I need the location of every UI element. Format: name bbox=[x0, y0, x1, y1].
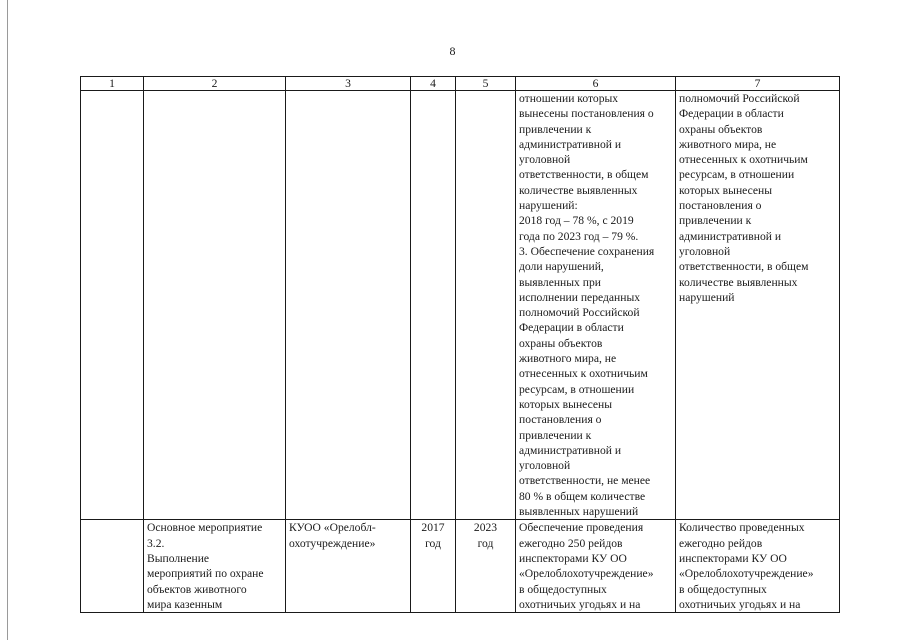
table-cell-expected-result: Обеспечение проведения ежегодно 250 рейдов инспекторами КУ ОО «Орелоблохотучреждение» в общедоступных охотничьих угодьях и на bbox=[516, 520, 676, 613]
table-cell-activity: Основное мероприятие 3.2. Выполнение мероприятий по охране объектов животного мира казенным bbox=[144, 520, 286, 613]
table-cell-activity bbox=[144, 91, 286, 520]
table-cell-start-year: 2017 год bbox=[411, 520, 456, 613]
page-binding-line bbox=[7, 0, 8, 640]
table-header-row bbox=[81, 77, 840, 91]
table-cell-number bbox=[81, 520, 144, 613]
table-cell-indicator: Количество проведенных ежегодно рейдов инспекторами КУ ОО «Орелоблохотучреждение» в общедоступных охотничьих угодьях и на bbox=[676, 520, 840, 613]
table-cell-indicator: полномочий Российской Федерации в области охраны объектов животного мира, не отнесенных к охотничьим ресурсам, в отношении которых вынесены постановления о привлечении к административной и уголовной ответственности, в общем количестве выявленных нарушений bbox=[676, 91, 840, 520]
table-cell-expected-result: отношении которых вынесены постановления о привлечении к административной и уголовной ответственности, в общем количестве выявленных нарушений: 2018 год – 78 %, с 2019 года по 2023 год – 79 %. 3. Обеспечение сохранения доли нарушений, выявленных при исполнении переданных полномочий Российской Федерации в области охраны объектов животного мира, не отнесенных к охотничьим ресурсам, в отношении которых вынесены постановления о привлечении к административной и уголовной ответственности, не менее 80 % в общем количестве выявленных нарушений bbox=[516, 91, 676, 520]
program-table bbox=[80, 76, 840, 613]
table-cell-end-year: 2023 год bbox=[456, 520, 516, 613]
column-header: 3 bbox=[286, 77, 411, 91]
page-number: 8 bbox=[449, 44, 456, 58]
table-cell-executor bbox=[286, 91, 411, 520]
column-header: 1 bbox=[81, 77, 144, 91]
column-header: 4 bbox=[411, 77, 456, 91]
table-cell-start-year bbox=[411, 91, 456, 520]
table-row bbox=[81, 520, 840, 613]
table-row bbox=[81, 91, 840, 520]
column-header: 5 bbox=[456, 77, 516, 91]
table-cell-executor: КУОО «Орелобл- охотучреждение» bbox=[286, 520, 411, 613]
column-header: 7 bbox=[676, 77, 840, 91]
table-cell-number bbox=[81, 91, 144, 520]
table-cell-end-year bbox=[456, 91, 516, 520]
column-header: 6 bbox=[516, 77, 676, 91]
column-header: 2 bbox=[144, 77, 286, 91]
